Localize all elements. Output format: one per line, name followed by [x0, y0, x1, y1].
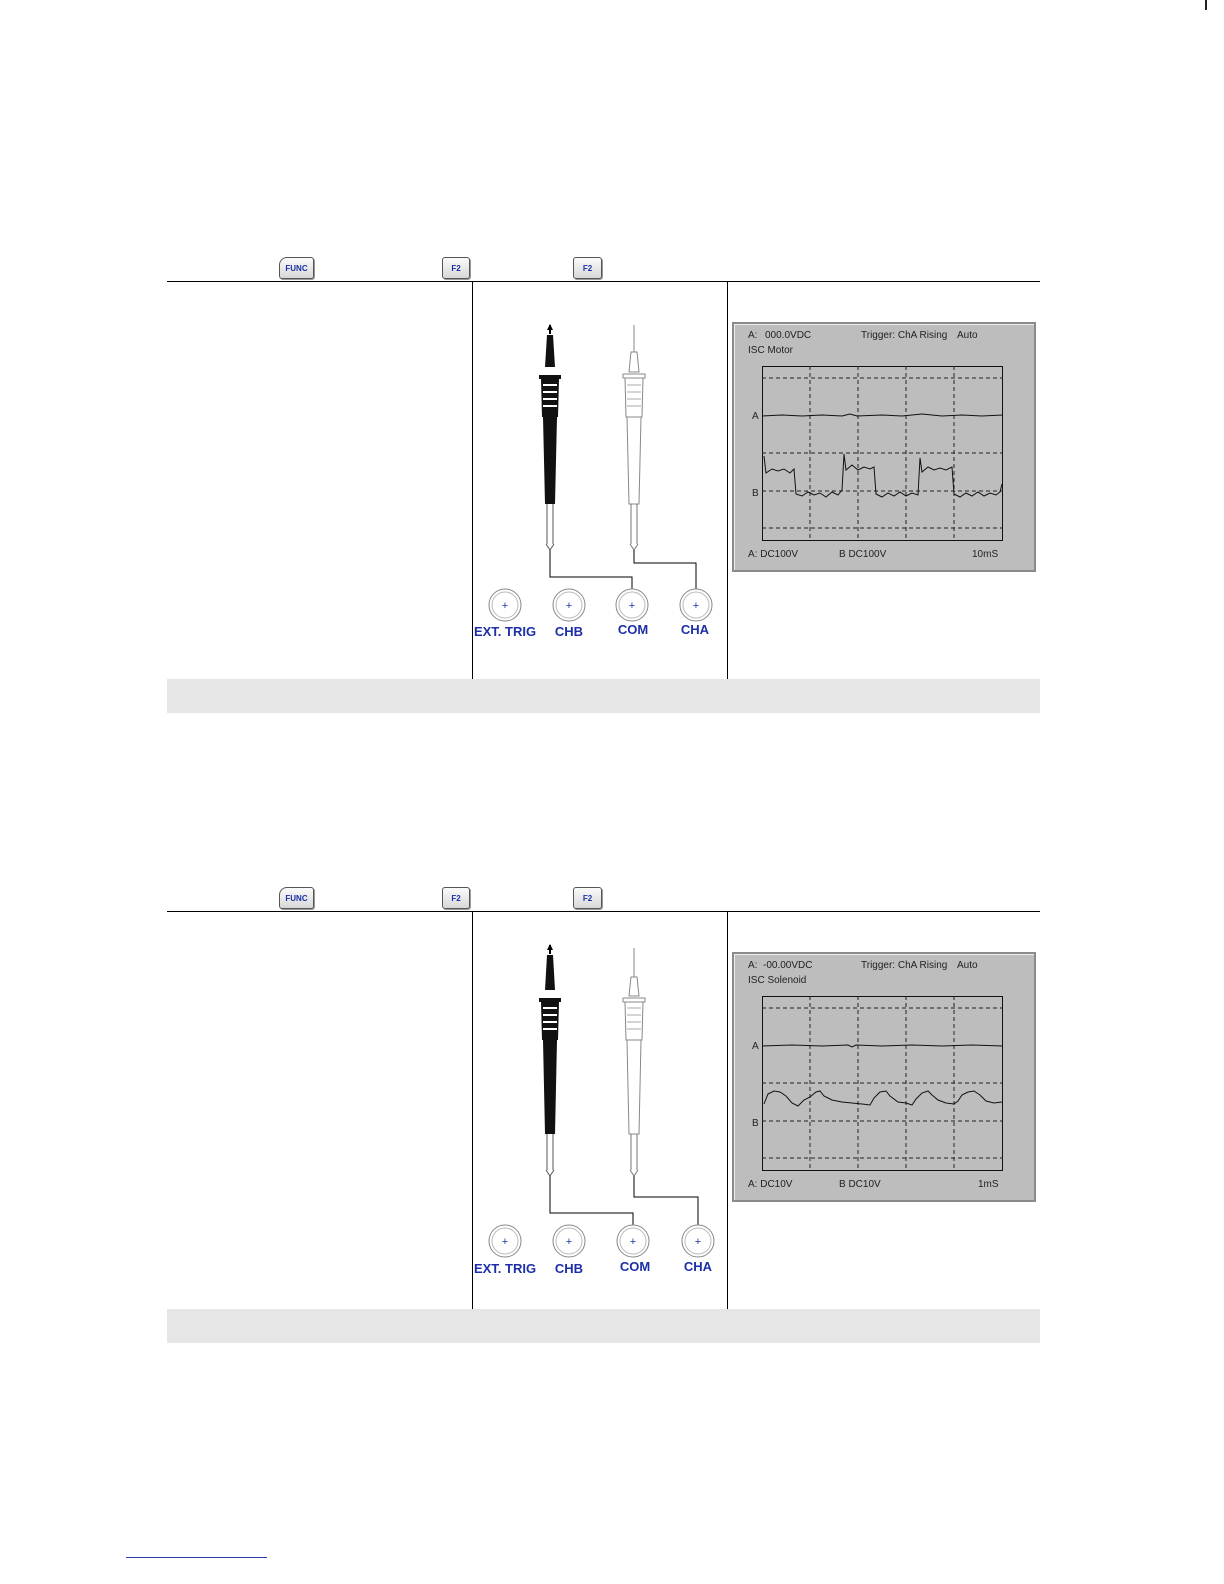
scope-reading: 000.0VDC [765, 330, 812, 341]
scope-footer-a: A: DC100V [748, 549, 799, 560]
jack-icon [489, 589, 521, 621]
jack-icon [553, 589, 585, 621]
probe-connection-diagram [473, 282, 727, 679]
scope-grid [762, 366, 1004, 542]
probe-diagram-cell [473, 282, 727, 679]
procedure-section-1 [167, 260, 1040, 720]
channel-a-trace [762, 414, 1003, 416]
scope-channel-label: A: [748, 330, 758, 341]
jack-icon [489, 1225, 521, 1257]
table-footer-bar [167, 1309, 1040, 1343]
svg-text:+: + [565, 600, 573, 612]
func-key-icon[interactable]: FUNC [279, 257, 314, 279]
func-key-icon[interactable]: FUNC [279, 887, 314, 909]
scope-marker-a: A [752, 411, 759, 422]
page-edge-rule [1205, 0, 1207, 10]
scope-footer-b: B DC100V [839, 549, 887, 560]
svg-text:+: + [629, 1236, 637, 1248]
black-probe-icon [539, 324, 561, 550]
scope-grid [762, 996, 1004, 1172]
scope-marker-a: A [752, 1041, 759, 1052]
white-probe-icon [623, 325, 645, 550]
scope-trigger: Trigger: ChA Rising [861, 960, 948, 971]
procedure-section-2 [167, 890, 1040, 1350]
scope-footer-a: A: DC10V [748, 1179, 793, 1190]
svg-text:+: + [565, 1236, 573, 1248]
probe-connection-diagram [473, 912, 727, 1309]
svg-text:+: + [692, 600, 700, 612]
scope-footer-b: B DC10V [839, 1179, 881, 1190]
probe-diagram-cell [473, 912, 727, 1309]
scope-screen [732, 952, 1036, 1202]
jack-icon [680, 589, 712, 621]
svg-text:+: + [501, 1236, 509, 1248]
f2-key-icon[interactable]: F2 [573, 257, 602, 279]
f2-key-icon[interactable]: F2 [442, 887, 470, 909]
jack-label-ext-trig: EXT. TRIG [473, 624, 537, 639]
f2-key-icon[interactable]: F2 [573, 887, 602, 909]
scope-trigger-mode: Auto [957, 330, 978, 341]
jack-icon [617, 1225, 649, 1257]
instruction-cell [167, 282, 472, 679]
jack-icon [682, 1225, 714, 1257]
scope-timebase: 10mS [972, 549, 999, 560]
table-footer-bar [167, 679, 1040, 713]
instruction-cell [167, 912, 472, 1309]
scope-reading: -00.00VDC [763, 960, 813, 971]
jack-label-ext-trig: EXT. TRIG [473, 1261, 537, 1276]
svg-text:+: + [501, 600, 509, 612]
scope-test-name: ISC Solenoid [748, 975, 807, 986]
scope-channel-label: A: [748, 960, 758, 971]
scope-trigger-mode: Auto [957, 960, 978, 971]
jack-label-com: COM [619, 1259, 651, 1274]
jack-label-cha: CHA [680, 622, 710, 637]
scope-marker-b: B [752, 1118, 759, 1129]
svg-text:+: + [628, 600, 636, 612]
jack-label-chb: CHB [554, 1261, 584, 1276]
channel-a-trace [762, 1045, 1003, 1047]
footnote-separator [126, 1557, 267, 1558]
scope-trigger: Trigger: ChA Rising [861, 330, 948, 341]
jack-label-chb: CHB [554, 624, 584, 639]
svg-text:+: + [694, 1236, 702, 1248]
scope-marker-b: B [752, 488, 759, 499]
f2-key-icon[interactable]: F2 [442, 257, 470, 279]
scope-test-name: ISC Motor [748, 345, 794, 356]
jack-label-cha: CHA [683, 1259, 713, 1274]
white-probe-icon [623, 948, 645, 1176]
jack-icon [553, 1225, 585, 1257]
jack-label-com: COM [617, 622, 649, 637]
jack-icon [616, 589, 648, 621]
scope-timebase: 1mS [978, 1179, 999, 1190]
procedure-table [167, 911, 1040, 1310]
channel-b-trace [764, 1091, 1002, 1106]
black-probe-icon [539, 944, 561, 1176]
scope-screen [732, 322, 1036, 572]
procedure-table [167, 281, 1040, 680]
